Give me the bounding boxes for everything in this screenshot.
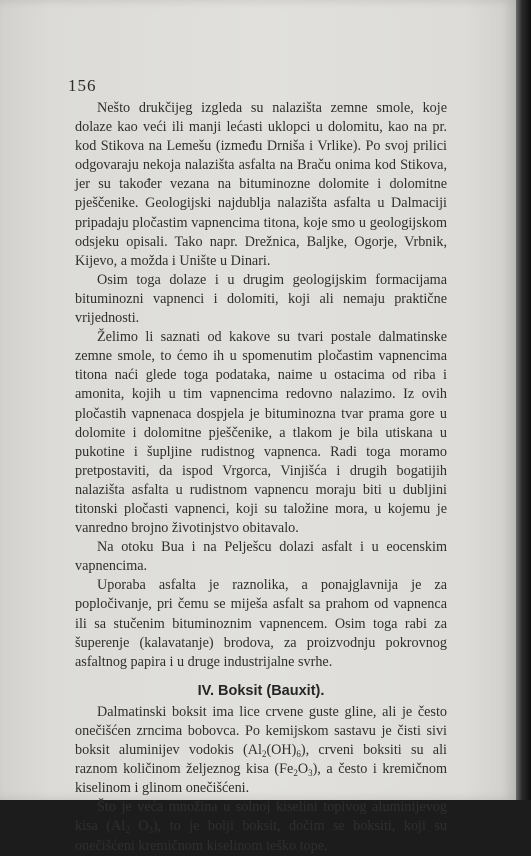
formula-subscript: 3: [148, 825, 153, 836]
formula-subscript: 2: [261, 749, 267, 760]
text-run: Što je veća množina u solnoj kiselini topivog aluminijevog kisa (Al: [75, 799, 447, 835]
book-spine-shadow: [516, 0, 531, 800]
paragraph-asphalt-deposits: Nešto drukčijeg izgleda su nalazišta zemne smole, koje dolaze kao veći ili manji lećasti uklopci u dolomitu, kao na pr. kod Stikova na Lemešu (između Drniša i Vrlike). Po svoj prilici odgovaraju nekoja nalazišta asfalta na Braču onima kod Stikova, jer su također vezana na bituminozne dolomite i dolomitne pješčenike. Geologijski najdublja nalazišta asfalta u Dalmaciji pripadaju pločastim vapnencima titona, koje smo u geologijskom odsjeku opisali. Tako napr. Drežnica, Baljke, Ogorje, Vrbnik, Kijevo, a možda i Unište u Dinari.: [75, 100, 447, 269]
text-run: ), a često i kremičnom kiselinom i glinom onečišćeni.: [75, 761, 447, 797]
formula-subscript: 6: [296, 749, 301, 760]
body-text: [75, 99, 447, 856]
text-run: Dalmatinski boksit ima lice crvene guste gline, ali je često onečišćen zrncima bobovca. Po kemijskom sastavu je čisti sivi boksit aluminijev vodokis (Al: [75, 703, 447, 759]
page-number: 156: [68, 76, 97, 95]
paragraph-origin: Želimo li saznati od kakove su tvari postale dalmatinske zemne smole, to ćemo ih u spomenutim pločastim vapnencima titona naći glede toga podataka, naime u ostacima od riba i amonita, kojih u tim vapnencima redovno nalazimo. Iz ovih pločastih vapnenaca dospjela je bituminozna tvar prama gore u dolomite i dolomitne pješčenike, a tlakom je bila utiskana u pukotine i šupljine rudistnog vapnenca. Radi toga moramo pretpostaviti, da ispod Vrgorca, Vinjišća i drugih bogatijih nalazišta asfalta u rudistnom vapnencu moraju biti u dubljini titonski pločasti vapnenci, koji su taložine mora, u kojemu je vanredno brojno životinjstvo obitavalo.: [75, 329, 447, 537]
formula-subscript: 3: [308, 768, 313, 779]
paragraph-bauxite-quality: [75, 798, 447, 855]
formula-subscript: 2: [293, 768, 298, 779]
text-run: ), crveni boksiti su ali raznom količinom željeznog kisa (Fe: [75, 742, 447, 778]
section-heading: IV. Boksit (Bauxit).: [197, 682, 325, 699]
paragraph-other-formations: Osim toga dolaze i u drugim geologijskim formacijama bituminozni vapnenci i dolomiti, koji ali nemaju praktične vrijednosti.: [75, 271, 447, 327]
paragraph-eocene: Na otoku Bua i na Pelješcu dolazi asfalt i u eocenskim vapnencima.: [75, 539, 447, 575]
formula-part: (OH): [266, 742, 297, 759]
formula-subscript: 2: [125, 825, 130, 836]
formula-part: O: [297, 761, 309, 778]
text-run: ), to je bolji boksit, dočim se boksiti, koji su onečišćeni kremičnom kiselinom teško tope.: [75, 818, 448, 854]
paragraph-usage: Uporaba asfalta je raznolika, a ponajglavnija je za popločivanje, pri čemu se miješa asfalt sa prahom od vapnenca ili sa stučenim bituminoznim vapnencem. Osim toga rabi za šuperenje (kalavatanje) brodova, za proizvodnju pokrovnog asfaltnog papira i u druge industrijalne svrhe.: [75, 577, 447, 670]
paragraph-bauxite-description: [75, 703, 447, 798]
formula-part: O: [129, 818, 149, 835]
